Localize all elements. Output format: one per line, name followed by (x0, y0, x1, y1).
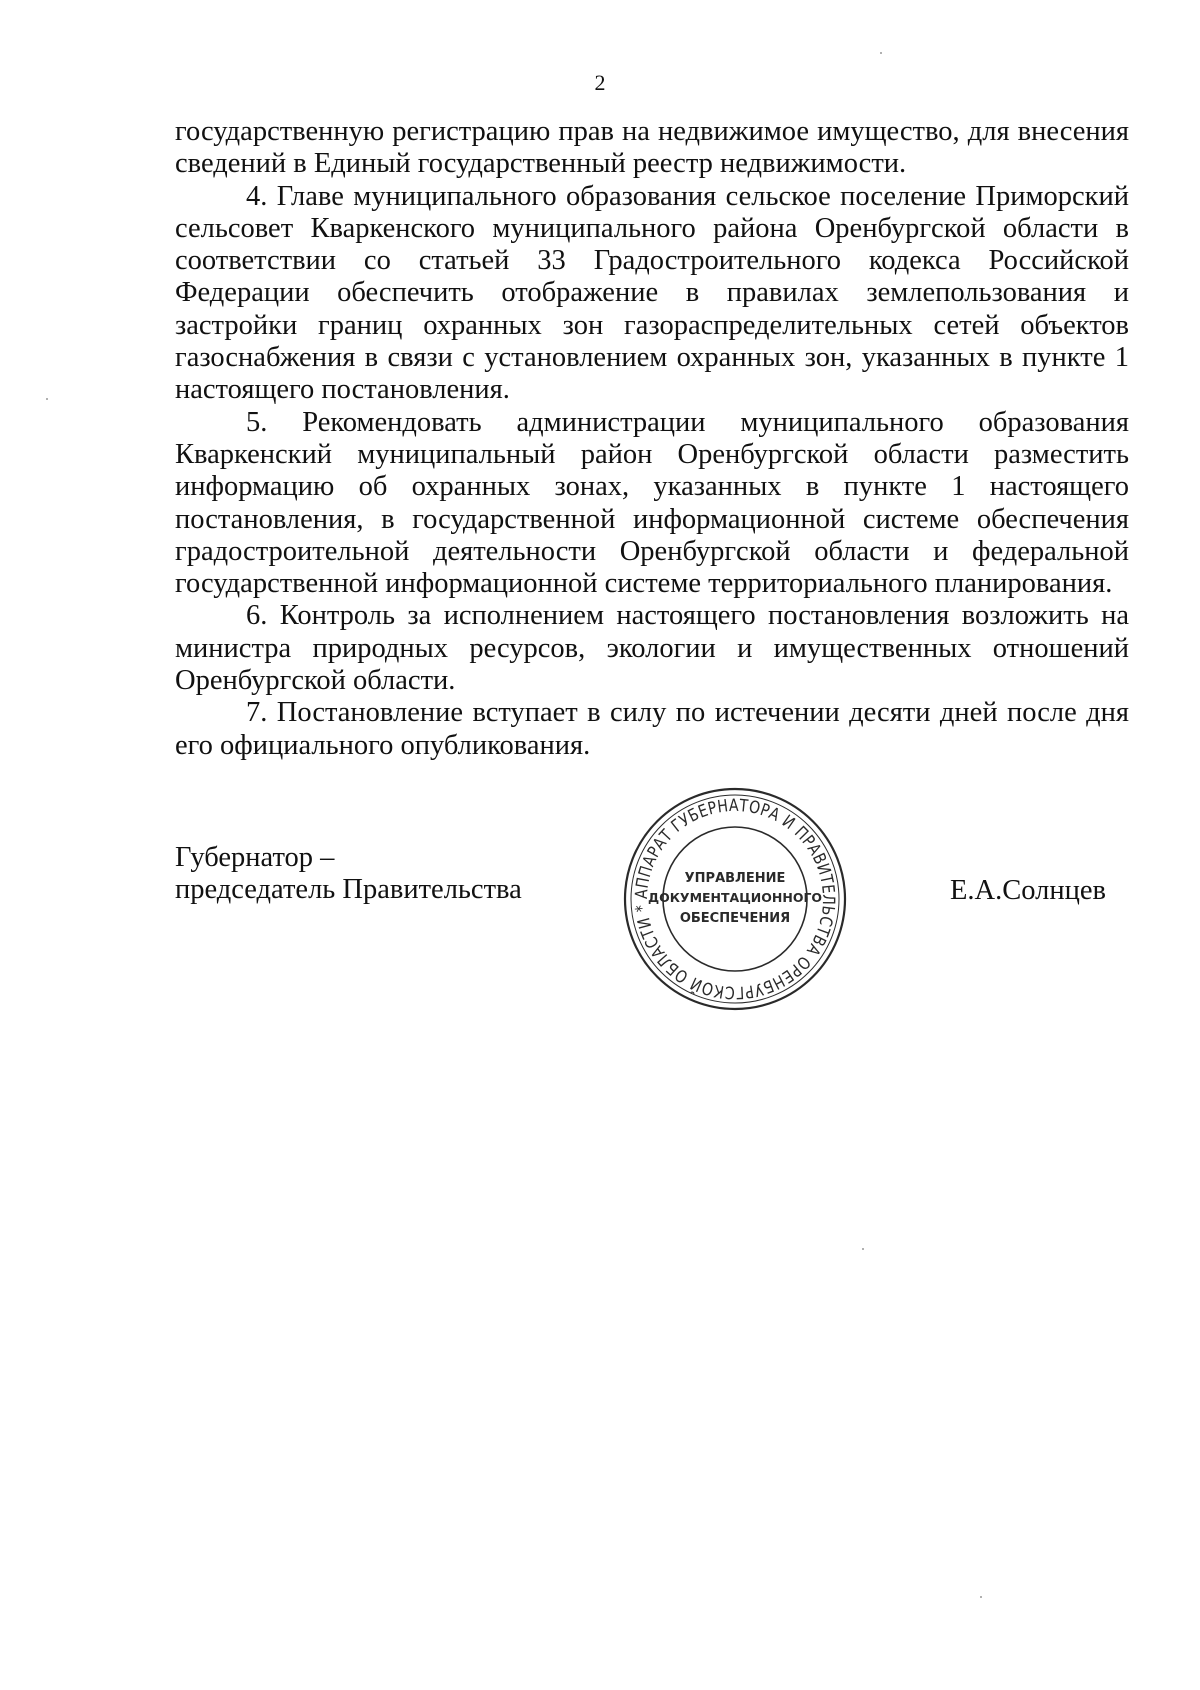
signatory-title (175, 842, 522, 907)
scan-speck (46, 398, 48, 400)
seal-center-line1: УПРАВЛЕНИЕ (684, 871, 786, 886)
scan-speck (980, 1596, 982, 1598)
paragraph-continuation: государственную регистрацию прав на недвижимое имущество, для внесения сведений в Единый государственный реестр недвижимости. (175, 116, 1129, 180)
paragraph-item-6: 6. Контроль за исполнением настоящего постановления возложить на министра природных ресурсов, экологии и имущественных отношений Оренбургской области. (175, 600, 1129, 697)
seal-ring-text: АППАРАТ ГУБЕРНАТОРА И ПРАВИТЕЛЬСТВА ОРЕНБУРГСКОЙ ОБЛАСТИ * (631, 795, 839, 1003)
paragraph-item-4: 4. Главе муниципального образования сельское поселение Приморский сельсовет Кваркенского муниципального района Оренбургской области в соответствии со статьей 33 Градостроительного кодекса Российской Федерации обеспечить отображение в правилах землепользования и застройки границ охранных зон газораспределительных сетей объектов газоснабжения в связи с установлением охранных зон, указанных в пункте 1 настоящего постановления. (175, 180, 1129, 406)
scan-speck (862, 1248, 864, 1250)
official-seal (620, 784, 850, 1014)
seal-center-line2: ДОКУМЕНТАЦИОННОГО (647, 890, 823, 905)
page-number: 2 (594, 70, 606, 95)
document-body (175, 116, 1129, 762)
paragraph-item-7: 7. Постановление вступает в силу по истечении десяти дней после дня его официального опубликования. (175, 697, 1129, 761)
seal-center-line3: ОБЕСПЕЧЕНИЯ (679, 911, 791, 926)
signatory-name: Е.А.Солнцев (950, 875, 1106, 906)
signatory-title-line1: Губернатор – (175, 842, 335, 873)
paragraph-item-5: 5. Рекомендовать администрации муниципального образования Кваркенский муниципальный район Оренбургской области разместить информацию об охранных зонах, указанных в пункте 1 настоящего постановления, в государственной информационной системе обеспечения градостроительной деятельности Оренбургской области и федеральной государственной информационной системе территориального планирования. (175, 406, 1129, 600)
scan-speck (880, 52, 882, 54)
signatory-title-line2: председатель Правительства (175, 874, 522, 906)
